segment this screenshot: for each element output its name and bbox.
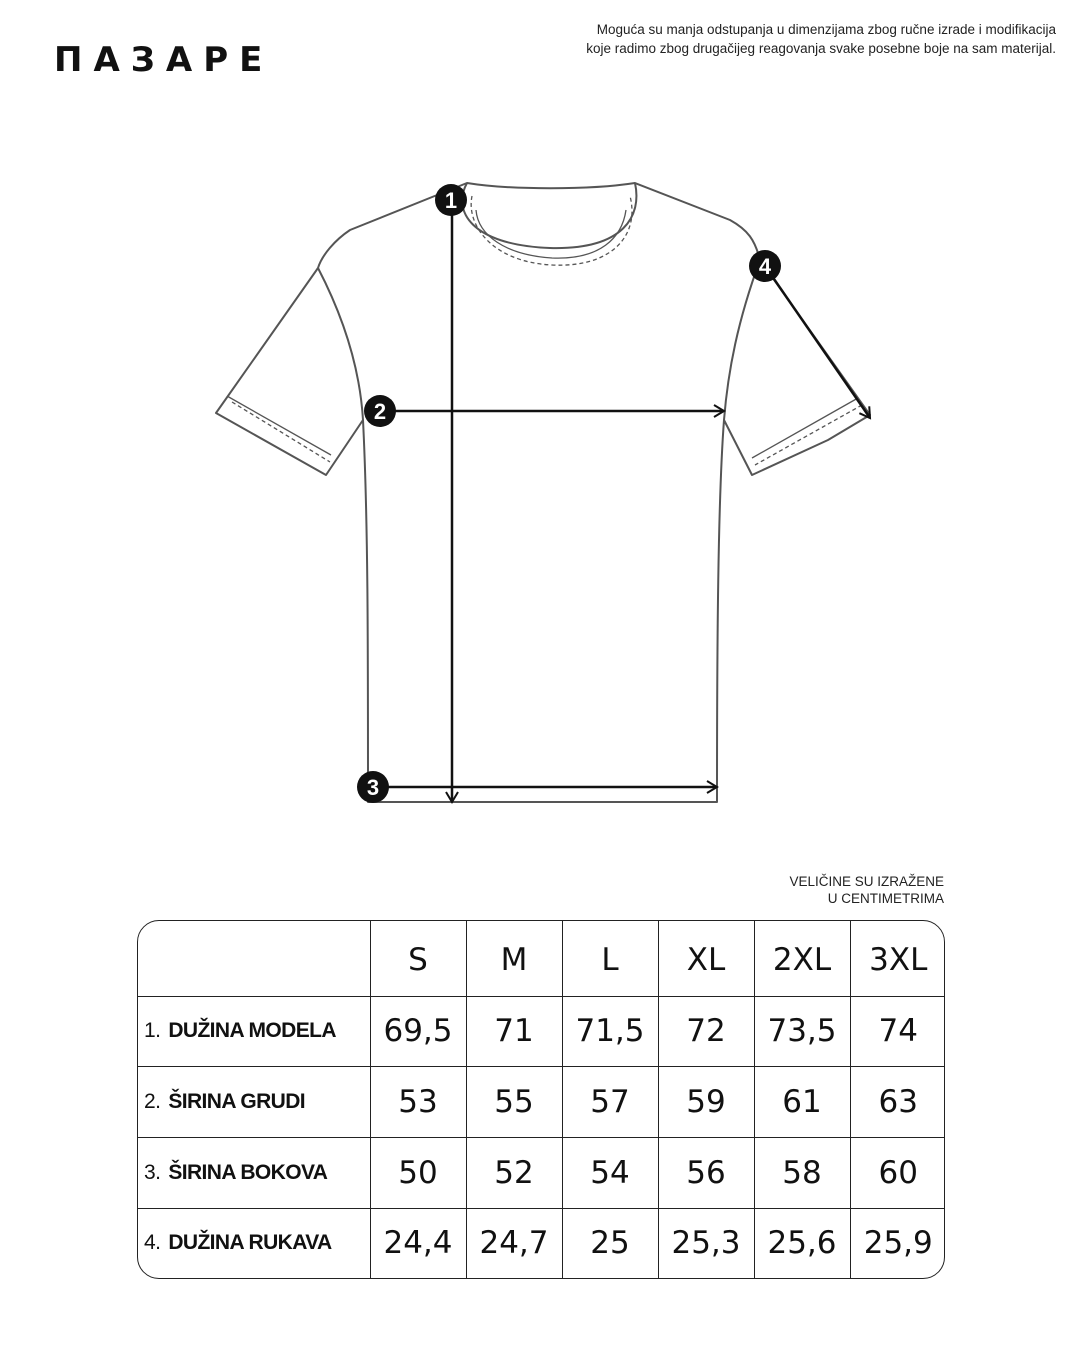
table-row-length — [138, 996, 945, 1067]
size-header-l: L — [562, 921, 658, 996]
table-cell: 61 — [754, 1067, 850, 1138]
disclaimer-line-2: koje radimo zbog drugačijeg reagovanja svake posebne boje na sam materijal. — [586, 41, 1056, 56]
brand-logo: ПАЗАРЕ — [54, 40, 274, 80]
table-cell: 54 — [562, 1137, 658, 1208]
table-cell: 55 — [466, 1067, 562, 1138]
measurement-arrows — [373, 200, 870, 802]
row-label-sleeve: 4. DUŽINA RUKAVA — [138, 1208, 370, 1278]
table-cell: 24,7 — [466, 1208, 562, 1278]
size-header-row — [138, 921, 945, 996]
table-cell: 50 — [370, 1137, 466, 1208]
size-header-s: S — [370, 921, 466, 996]
svg-text:1: 1 — [444, 188, 458, 213]
size-header-m: M — [466, 921, 562, 996]
table-cell: 56 — [658, 1137, 754, 1208]
table-cell: 69,5 — [370, 996, 466, 1067]
svg-text:3: 3 — [366, 775, 380, 800]
table-cell: 60 — [850, 1137, 945, 1208]
table-row-hips — [138, 1137, 945, 1208]
table-cell: 57 — [562, 1067, 658, 1138]
units-note-line-2: U CENTIMETRIMA — [827, 891, 944, 906]
svg-text:4: 4 — [758, 254, 772, 279]
table-cell: 25 — [562, 1208, 658, 1278]
marker-2 — [364, 395, 396, 427]
size-table — [137, 920, 945, 1279]
table-row-chest — [138, 1067, 945, 1138]
size-table-grid — [138, 921, 945, 1278]
table-row-sleeve — [138, 1208, 945, 1278]
disclaimer-line-1: Moguća su manja odstupanja u dimenzijama zbog ručne izrade i modifikacija — [596, 22, 1056, 37]
marker-1 — [435, 184, 467, 216]
table-cell: 71 — [466, 996, 562, 1067]
units-note-line-1: VELIČINE SU IZRAŽENE — [789, 874, 944, 889]
header-empty-cell — [138, 921, 370, 996]
sleeve-arrow — [765, 266, 870, 418]
table-cell: 25,9 — [850, 1208, 945, 1278]
table-cell: 59 — [658, 1067, 754, 1138]
table-cell: 72 — [658, 996, 754, 1067]
size-header-xl: XL — [658, 921, 754, 996]
size-header-2xl: 2XL — [754, 921, 850, 996]
svg-text:2: 2 — [373, 399, 387, 424]
size-header-3xl: 3XL — [850, 921, 945, 996]
table-cell: 25,3 — [658, 1208, 754, 1278]
row-label-chest: 2. ŠIRINA GRUDI — [138, 1067, 370, 1138]
marker-4 — [749, 250, 781, 282]
table-cell: 53 — [370, 1067, 466, 1138]
table-cell: 74 — [850, 996, 945, 1067]
table-cell: 25,6 — [754, 1208, 850, 1278]
table-cell: 63 — [850, 1067, 945, 1138]
row-label-hips: 3. ŠIRINA BOKOVA — [138, 1137, 370, 1208]
units-note — [644, 873, 944, 907]
table-cell: 58 — [754, 1137, 850, 1208]
table-cell: 73,5 — [754, 996, 850, 1067]
marker-3 — [357, 771, 389, 803]
table-cell: 71,5 — [562, 996, 658, 1067]
table-cell: 24,4 — [370, 1208, 466, 1278]
row-label-length: 1. DUŽINA MODELA — [138, 996, 370, 1067]
table-cell: 52 — [466, 1137, 562, 1208]
